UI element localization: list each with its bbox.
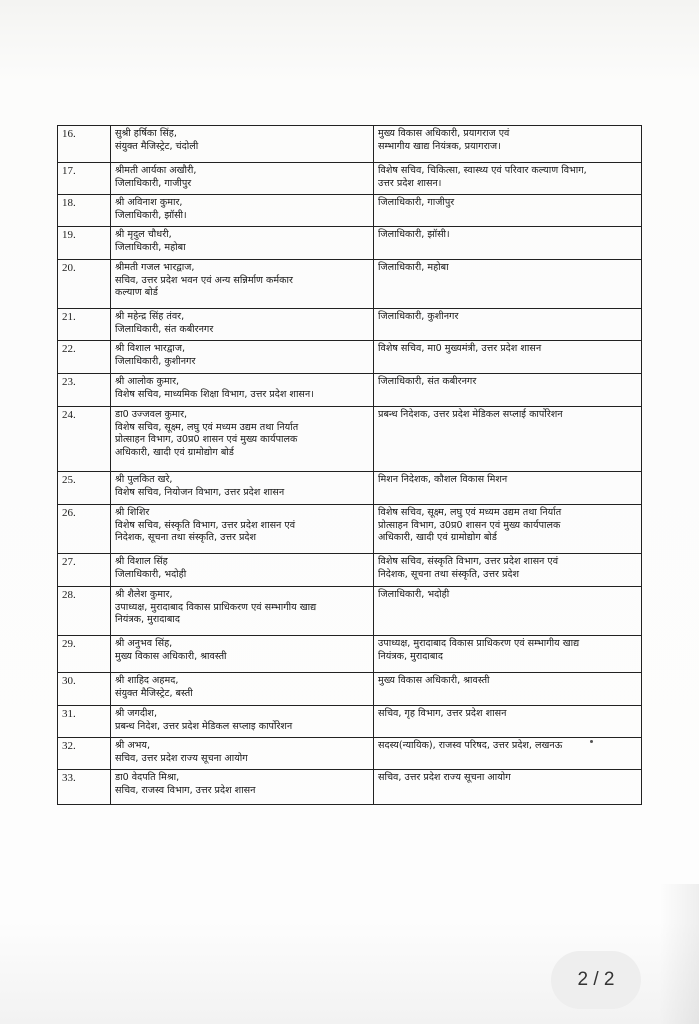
new-posting-line: जिलाधिकारी, महोबा bbox=[378, 262, 449, 273]
current-posting-line: श्री शिशिर bbox=[115, 507, 150, 518]
table-row bbox=[58, 260, 642, 309]
table-row bbox=[58, 587, 642, 636]
page-edge-shadow bbox=[659, 884, 699, 1024]
new-posting-line: अधिकारी, खादी एवं ग्रामोद्योग बोर्ड bbox=[378, 532, 497, 544]
new-posting-line: जिलाधिकारी, झॉसी। bbox=[378, 229, 450, 240]
new-posting-line: जिलाधिकारी, संत कबीरनगर bbox=[378, 376, 477, 387]
current-posting-line: सुश्री हर्षिका सिंह, bbox=[115, 128, 177, 139]
current-posting-cell bbox=[111, 374, 374, 407]
current-posting-line: नियंत्रक, मुरादाबाद bbox=[115, 614, 180, 626]
new-posting-line: जिलाधिकारी, कुशीनगर bbox=[378, 311, 459, 322]
current-posting-cell bbox=[111, 636, 374, 673]
current-posting-line: सचिव, उत्तर प्रदेश राज्य सूचना आयोग bbox=[115, 752, 248, 764]
serial-number-cell: 23. bbox=[58, 374, 111, 407]
new-posting-cell bbox=[374, 706, 642, 738]
current-posting-cell bbox=[111, 673, 374, 706]
new-posting-cell bbox=[374, 738, 642, 770]
page-indicator[interactable] bbox=[551, 951, 641, 1009]
current-posting-line: डा0 उज्जवल कुमार, bbox=[115, 409, 188, 420]
current-posting-line: मुख्य विकास अधिकारी, श्रावस्ती bbox=[115, 650, 227, 662]
current-posting-line: श्रीमती आर्यका अखौरी, bbox=[115, 165, 197, 176]
new-posting-cell bbox=[374, 636, 642, 673]
new-posting-line: जिलाधिकारी, गाजीपुर bbox=[378, 197, 455, 208]
table-row bbox=[58, 505, 642, 554]
current-posting-cell bbox=[111, 505, 374, 554]
new-posting-line: उत्तर प्रदेश शासन। bbox=[378, 177, 442, 189]
current-posting-cell bbox=[111, 163, 374, 195]
new-posting-line: प्रबन्ध निदेशक, उत्तर प्रदेश मेडिकल सप्लाई कार्पोरेशन bbox=[378, 409, 563, 420]
new-posting-line: मुख्य विकास अधिकारी, श्रावस्ती bbox=[378, 675, 490, 686]
current-posting-line: श्री विशाल सिंह bbox=[115, 556, 168, 567]
serial-number-cell: 32. bbox=[58, 738, 111, 770]
current-posting-cell bbox=[111, 341, 374, 374]
serial-number-cell: 27. bbox=[58, 554, 111, 587]
serial-number-cell: 22. bbox=[58, 341, 111, 374]
table-row bbox=[58, 673, 642, 706]
table-row bbox=[58, 636, 642, 673]
new-posting-cell bbox=[374, 587, 642, 636]
current-posting-line: निदेशक, सूचना तथा संस्कृति, उत्तर प्रदेश bbox=[115, 532, 257, 544]
new-posting-cell bbox=[374, 554, 642, 587]
table-row bbox=[58, 309, 642, 341]
current-posting-line: डा0 वेदपति मिश्रा, bbox=[115, 772, 180, 783]
current-posting-cell bbox=[111, 770, 374, 805]
current-posting-cell bbox=[111, 407, 374, 472]
serial-number-cell: 33. bbox=[58, 770, 111, 805]
serial-number-cell: 16. bbox=[58, 126, 111, 163]
new-posting-cell bbox=[374, 505, 642, 554]
current-posting-line: श्री अभय, bbox=[115, 740, 151, 751]
new-posting-line: विशेष सचिव, चिकित्सा, स्वास्थ्य एवं परिवार कल्याण विभाग, bbox=[378, 165, 587, 176]
current-posting-line: प्रबन्ध निदेश, उत्तर प्रदेश मेडिकल सप्लाइ कार्पोरेशन bbox=[115, 720, 293, 732]
current-posting-line: विशेष सचिव, माध्यमिक शिक्षा विभाग, उत्तर प्रदेश शासन। bbox=[115, 388, 314, 400]
current-posting-line: सचिव, राजस्व विभाग, उत्तर प्रदेश शासन bbox=[115, 784, 256, 796]
current-posting-cell bbox=[111, 554, 374, 587]
current-posting-line: कल्याण बोर्ड bbox=[115, 287, 158, 299]
new-posting-cell bbox=[374, 126, 642, 163]
new-posting-line: विशेष सचिव, संस्कृति विभाग, उत्तर प्रदेश शासन एवं bbox=[378, 556, 559, 567]
transfer-table bbox=[57, 125, 642, 805]
table-row bbox=[58, 738, 642, 770]
new-posting-cell bbox=[374, 341, 642, 374]
current-posting-line: श्री अविनाश कुमार, bbox=[115, 197, 183, 208]
current-posting-cell bbox=[111, 472, 374, 505]
current-posting-cell bbox=[111, 260, 374, 309]
current-posting-cell bbox=[111, 587, 374, 636]
current-posting-line: श्री महेन्द्र सिंह तंवर, bbox=[115, 311, 185, 322]
current-posting-cell bbox=[111, 227, 374, 260]
table-row bbox=[58, 163, 642, 195]
current-posting-line: संयुक्त मैजिस्ट्रेट, चंदोली bbox=[115, 140, 199, 152]
serial-number-cell: 25. bbox=[58, 472, 111, 505]
new-posting-cell bbox=[374, 472, 642, 505]
current-posting-line: जिलाधिकारी, महोबा bbox=[115, 241, 186, 253]
serial-number-cell: 19. bbox=[58, 227, 111, 260]
current-posting-line: उपाध्यक्ष, मुरादाबाद विकास प्राधिकरण एवं सम्भागीय खाद्य bbox=[115, 601, 317, 613]
serial-number-cell: 17. bbox=[58, 163, 111, 195]
current-posting-line: श्री अनुभव सिंह, bbox=[115, 638, 173, 649]
current-posting-line: सचिव, उत्तर प्रदेश भवन एवं अन्य सन्निर्माण कर्मकार bbox=[115, 274, 293, 286]
transfer-table-body bbox=[58, 126, 642, 805]
new-posting-cell bbox=[374, 673, 642, 706]
current-posting-line: जिलाधिकारी, गाजीपुर bbox=[115, 177, 192, 189]
new-posting-line: विशेष सचिव, सूक्ष्म, लघु एवं मध्यम उद्यम तथा निर्यात bbox=[378, 507, 562, 518]
serial-number-cell: 26. bbox=[58, 505, 111, 554]
new-posting-cell bbox=[374, 227, 642, 260]
new-posting-line: विशेष सचिव, मा0 मुख्यमंत्री, उत्तर प्रदेश शासन bbox=[378, 343, 542, 354]
new-posting-cell bbox=[374, 163, 642, 195]
current-posting-line: श्री विशाल भारद्वाज, bbox=[115, 343, 186, 354]
table-row bbox=[58, 126, 642, 163]
current-posting-line: प्रोत्साहन विभाग, उ0प्र0 शासन एवं मुख्य कार्यपालक bbox=[115, 434, 298, 446]
new-posting-cell bbox=[374, 260, 642, 309]
new-posting-cell bbox=[374, 374, 642, 407]
current-posting-line: विशेष सचिव, सूक्ष्म, लघु एवं मध्यम उद्यम तथा निर्यात bbox=[115, 421, 299, 433]
serial-number-cell: 29. bbox=[58, 636, 111, 673]
current-posting-line: जिलाधिकारी, भदोही bbox=[115, 568, 187, 580]
new-posting-line: सचिव, उत्तर प्रदेश राज्य सूचना आयोग bbox=[378, 772, 511, 783]
new-posting-cell bbox=[374, 195, 642, 227]
new-posting-line: जिलाधिकारी, भदोही bbox=[378, 589, 450, 600]
table-row bbox=[58, 472, 642, 505]
table-row bbox=[58, 341, 642, 374]
page-indicator-label: 2 / 2 bbox=[577, 969, 615, 990]
current-posting-line: अधिकारी, खादी एवं ग्रामोद्योग बोर्ड bbox=[115, 446, 234, 458]
current-posting-cell bbox=[111, 195, 374, 227]
current-posting-line: जिलाधिकारी, कुशीनगर bbox=[115, 355, 196, 367]
table-row bbox=[58, 374, 642, 407]
new-posting-cell bbox=[374, 770, 642, 805]
new-posting-line: प्रोत्साहन विभाग, उ0प्र0 शासन एवं मुख्य कार्यपालक bbox=[378, 519, 561, 531]
table-row bbox=[58, 195, 642, 227]
table-row bbox=[58, 706, 642, 738]
current-posting-line: श्री पुलकित खरे, bbox=[115, 474, 173, 485]
current-posting-line: श्री शैलेश कुमार, bbox=[115, 589, 173, 600]
current-posting-cell bbox=[111, 738, 374, 770]
new-posting-line: मुख्य विकास अधिकारी, प्रयागराज एवं bbox=[378, 128, 510, 139]
current-posting-line: विशेष सचिव, नियोजन विभाग, उत्तर प्रदेश शासन bbox=[115, 486, 285, 498]
new-posting-line: मिशन निदेशक, कौशल विकास मिशन bbox=[378, 474, 508, 485]
current-posting-line: श्री जगदीश, bbox=[115, 708, 157, 719]
current-posting-line: जिलाधिकारी, संत कबीरनगर bbox=[115, 323, 214, 335]
scan-mark bbox=[590, 740, 593, 743]
current-posting-line: श्री शाहिद अहमद, bbox=[115, 675, 179, 686]
serial-number-cell: 21. bbox=[58, 309, 111, 341]
current-posting-cell bbox=[111, 309, 374, 341]
new-posting-cell bbox=[374, 309, 642, 341]
current-posting-cell bbox=[111, 706, 374, 738]
current-posting-cell bbox=[111, 126, 374, 163]
serial-number-cell: 18. bbox=[58, 195, 111, 227]
serial-number-cell: 28. bbox=[58, 587, 111, 636]
current-posting-line: विशेष सचिव, संस्कृति विभाग, उत्तर प्रदेश शासन एवं bbox=[115, 519, 296, 531]
current-posting-line: जिलाधिकारी, झॉसी। bbox=[115, 209, 187, 221]
serial-number-cell: 20. bbox=[58, 260, 111, 309]
current-posting-line: श्री मृदुल चौधरी, bbox=[115, 229, 172, 240]
table-row bbox=[58, 407, 642, 472]
serial-number-cell: 24. bbox=[58, 407, 111, 472]
table-row bbox=[58, 770, 642, 805]
new-posting-line: सदस्य(न्यायिक), राजस्व परिषद, उत्तर प्रदेश, लखनऊ bbox=[378, 740, 563, 751]
new-posting-line: निदेशक, सूचना तथा संस्कृति, उत्तर प्रदेश bbox=[378, 568, 520, 580]
new-posting-line: नियंत्रक, मुरादाबाद bbox=[378, 650, 443, 662]
table-row bbox=[58, 227, 642, 260]
serial-number-cell: 31. bbox=[58, 706, 111, 738]
new-posting-line: सचिव, गृह विभाग, उत्तर प्रदेश शासन bbox=[378, 708, 507, 719]
table-row bbox=[58, 554, 642, 587]
new-posting-line: सम्भागीय खाद्य नियंत्रक, प्रयागराज। bbox=[378, 140, 501, 152]
current-posting-line: श्री आलोक कुमार, bbox=[115, 376, 180, 387]
current-posting-line: संयुक्त मैजिस्ट्रेट, बस्ती bbox=[115, 687, 193, 699]
new-posting-line: उपाध्यक्ष, मुरादाबाद विकास प्राधिकरण एवं सम्भागीय खाद्य bbox=[378, 638, 580, 649]
current-posting-line: श्रीमती गजल भारद्वाज, bbox=[115, 262, 195, 273]
new-posting-cell bbox=[374, 407, 642, 472]
serial-number-cell: 30. bbox=[58, 673, 111, 706]
